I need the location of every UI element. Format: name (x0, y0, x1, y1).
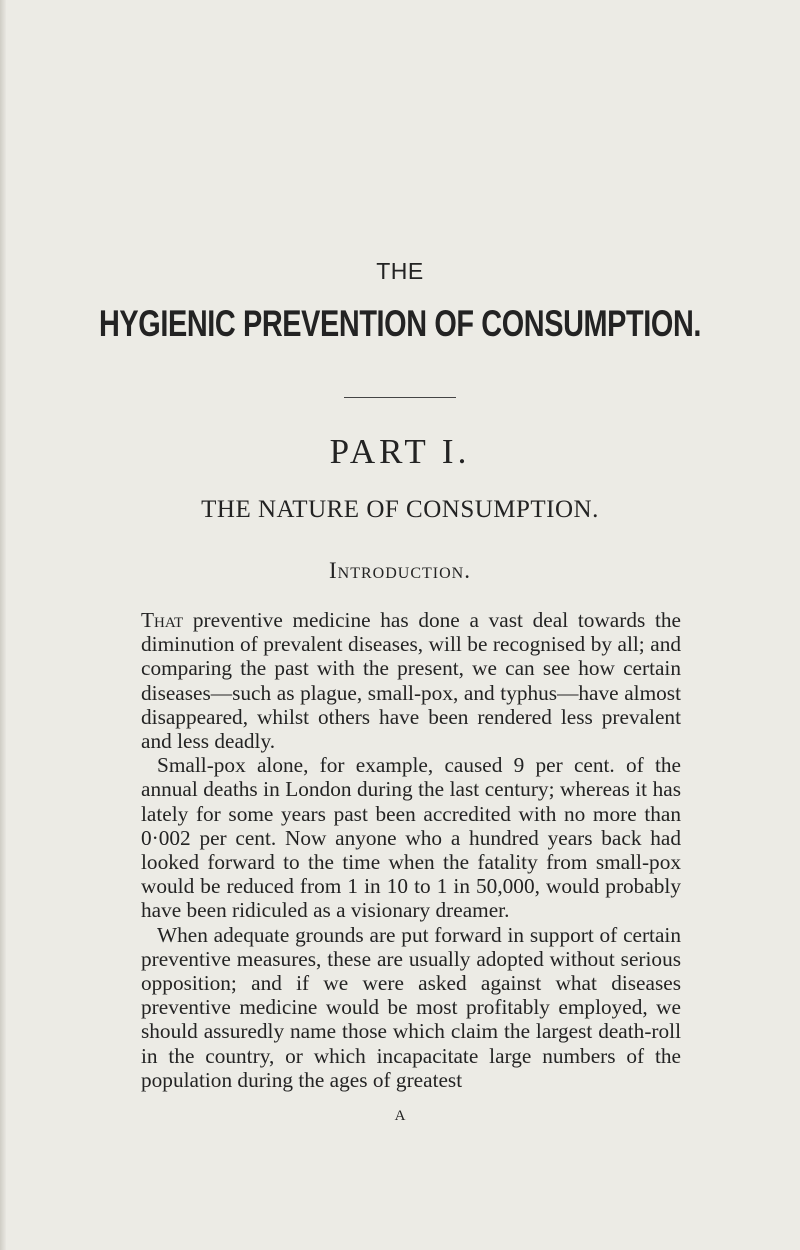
book-title: HYGIENIC PREVENTION OF CONSUMPTION. (98, 303, 702, 344)
paragraph-1-lead: That (141, 608, 184, 632)
title-rule (344, 397, 456, 398)
part-heading: PART I. (329, 432, 471, 471)
body-text (141, 608, 681, 1092)
paragraph-3: When adequate grounds are put forward in support of certain preventive measures, these are usually adopted without serious opposition; and if we were asked against what diseases preventive medicine would be most profitably employed, we should assuredly name those which claim the largest death-roll in the country, or which incapacitate large numbers of the population during the ages of greatest (141, 922, 681, 1092)
subsection-heading: Introduction. (329, 558, 471, 583)
paragraph-2: Small-pox alone, for example, caused 9 per cent. of the annual deaths in London during the last century; whereas it has lately for some years past been accredited with no more than 0·002 per cent. Now anyone who a hundred years back had looked forward to the time when the fatality from small-pox would be reduced from 1 in 10 to 1 in 50,000, would probably have been ridiculed as a visionary dreamer. (141, 753, 681, 923)
section-heading: THE NATURE OF CONSUMPTION. (201, 496, 599, 523)
running-head: THE (376, 258, 424, 284)
signature-mark: A (394, 1108, 406, 1124)
paragraph-1 (141, 608, 681, 753)
paragraph-1-text: preventive medicine has done a vast deal towards the diminution of prevalent diseases, will be recognised by all; and comparing the past with the present, we can see how certain diseases—such as plague, small-pox, and typhus—have almost disappeared, whilst others have been rendered less prevalent and less deadly. (141, 608, 681, 754)
